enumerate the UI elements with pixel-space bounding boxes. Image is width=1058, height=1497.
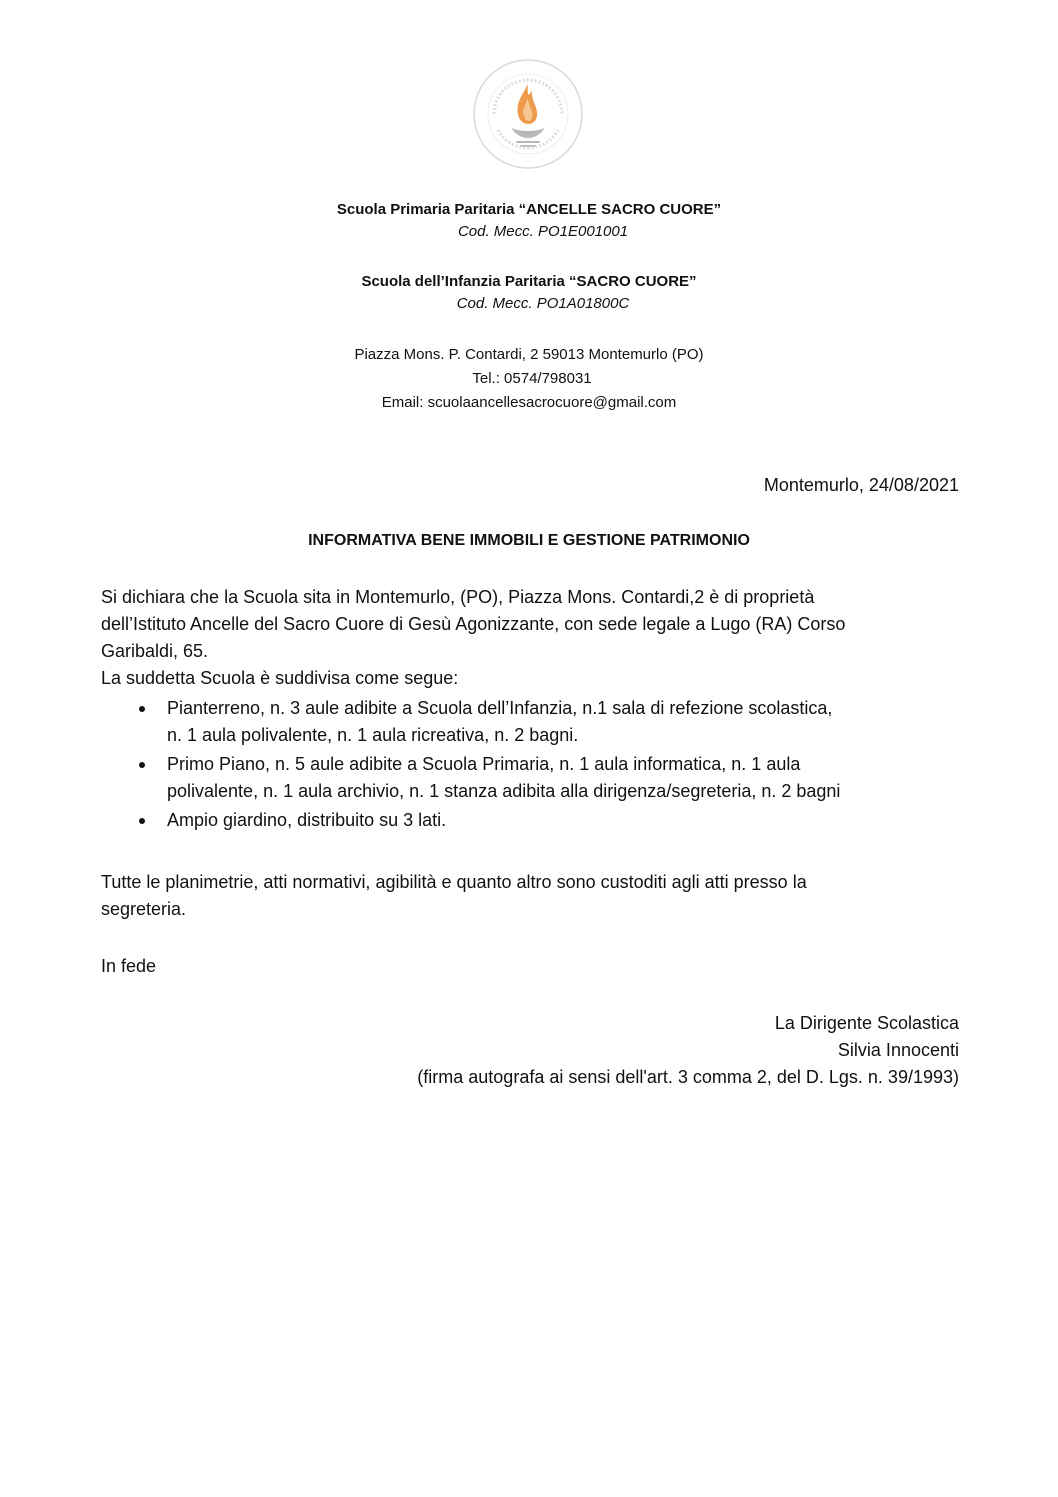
email-line: Email: scuolaancellesacrocuore@gmail.com	[381, 394, 677, 411]
bullet-icon	[139, 818, 145, 824]
contact-block	[0, 343, 1058, 415]
paragraph-documents	[101, 869, 961, 923]
list-item	[101, 695, 961, 749]
school-primary-block	[0, 199, 1058, 243]
signature-note: (firma autografa ai sensi dell'art. 3 comma 2, del D. Lgs. n. 39/1993)	[417, 1067, 959, 1087]
document-title: INFORMATIVA BENE IMMOBILI E GESTIONE PATRIMONIO	[308, 532, 750, 549]
school-primary-name: Scuola Primaria Paritaria “ANCELLE SACRO CUORE”	[336, 201, 722, 218]
address-line: Piazza Mons. P. Contardi, 2 59013 Montemurlo (PO)	[354, 346, 704, 363]
school-infancy-name: Scuola dell’Infanzia Paritaria “SACRO CUORE”	[361, 273, 697, 290]
seal-icon	[472, 58, 584, 170]
phone-line: Tel.: 0574/798031	[472, 370, 592, 387]
paragraph-line: La suddetta Scuola è suddivisa come segue:	[101, 668, 459, 688]
school-seal-logo	[472, 58, 584, 170]
list-item	[101, 807, 961, 834]
list-item-line: polivalente, n. 1 aula archivio, n. 1 stanza adibita alla dirigenza/segreteria, n. 2 bagni	[167, 781, 841, 801]
school-infancy-block	[0, 271, 1058, 315]
bullet-icon	[139, 762, 145, 768]
paragraph-intro	[101, 584, 961, 692]
paragraph-line: dell’Istituto Ancelle del Sacro Cuore di Gesù Agonizzante, con sede legale a Lugo (RA) Corso	[101, 614, 846, 634]
list-item-line: Pianterreno, n. 3 aule adibite a Scuola dell’Infanzia, n.1 sala di refezione scolastica,	[167, 698, 833, 718]
paragraph-line: Garibaldi, 65.	[101, 641, 209, 661]
date-line: Montemurlo, 24/08/2021	[763, 475, 959, 495]
list-item	[101, 751, 961, 805]
signature-block	[417, 1010, 959, 1091]
signature-role: La Dirigente Scolastica	[774, 1013, 959, 1033]
paragraph-line: segreteria.	[101, 899, 187, 919]
bullet-icon	[139, 706, 145, 712]
school-primary-code: Cod. Mecc. PO1E001001	[457, 223, 629, 240]
list-item-line: Primo Piano, n. 5 aule adibite a Scuola Primaria, n. 1 aula informatica, n. 1 aula	[167, 754, 801, 774]
signature-name: Silvia Innocenti	[837, 1040, 959, 1060]
paragraph-line: Si dichiara che la Scuola sita in Montemurlo, (PO), Piazza Mons. Contardi,2 è di proprietà	[101, 587, 815, 607]
facility-list	[101, 695, 961, 836]
school-infancy-code: Cod. Mecc. PO1A01800C	[456, 295, 630, 312]
list-item-line: n. 1 aula polivalente, n. 1 aula ricreativa, n. 2 bagni.	[167, 725, 579, 745]
closing-line: In fede	[101, 956, 157, 976]
list-item-line: Ampio giardino, distribuito su 3 lati.	[167, 810, 447, 830]
paragraph-line: Tutte le planimetrie, atti normativi, agibilità e quanto altro sono custoditi agli atti presso la	[101, 872, 807, 892]
